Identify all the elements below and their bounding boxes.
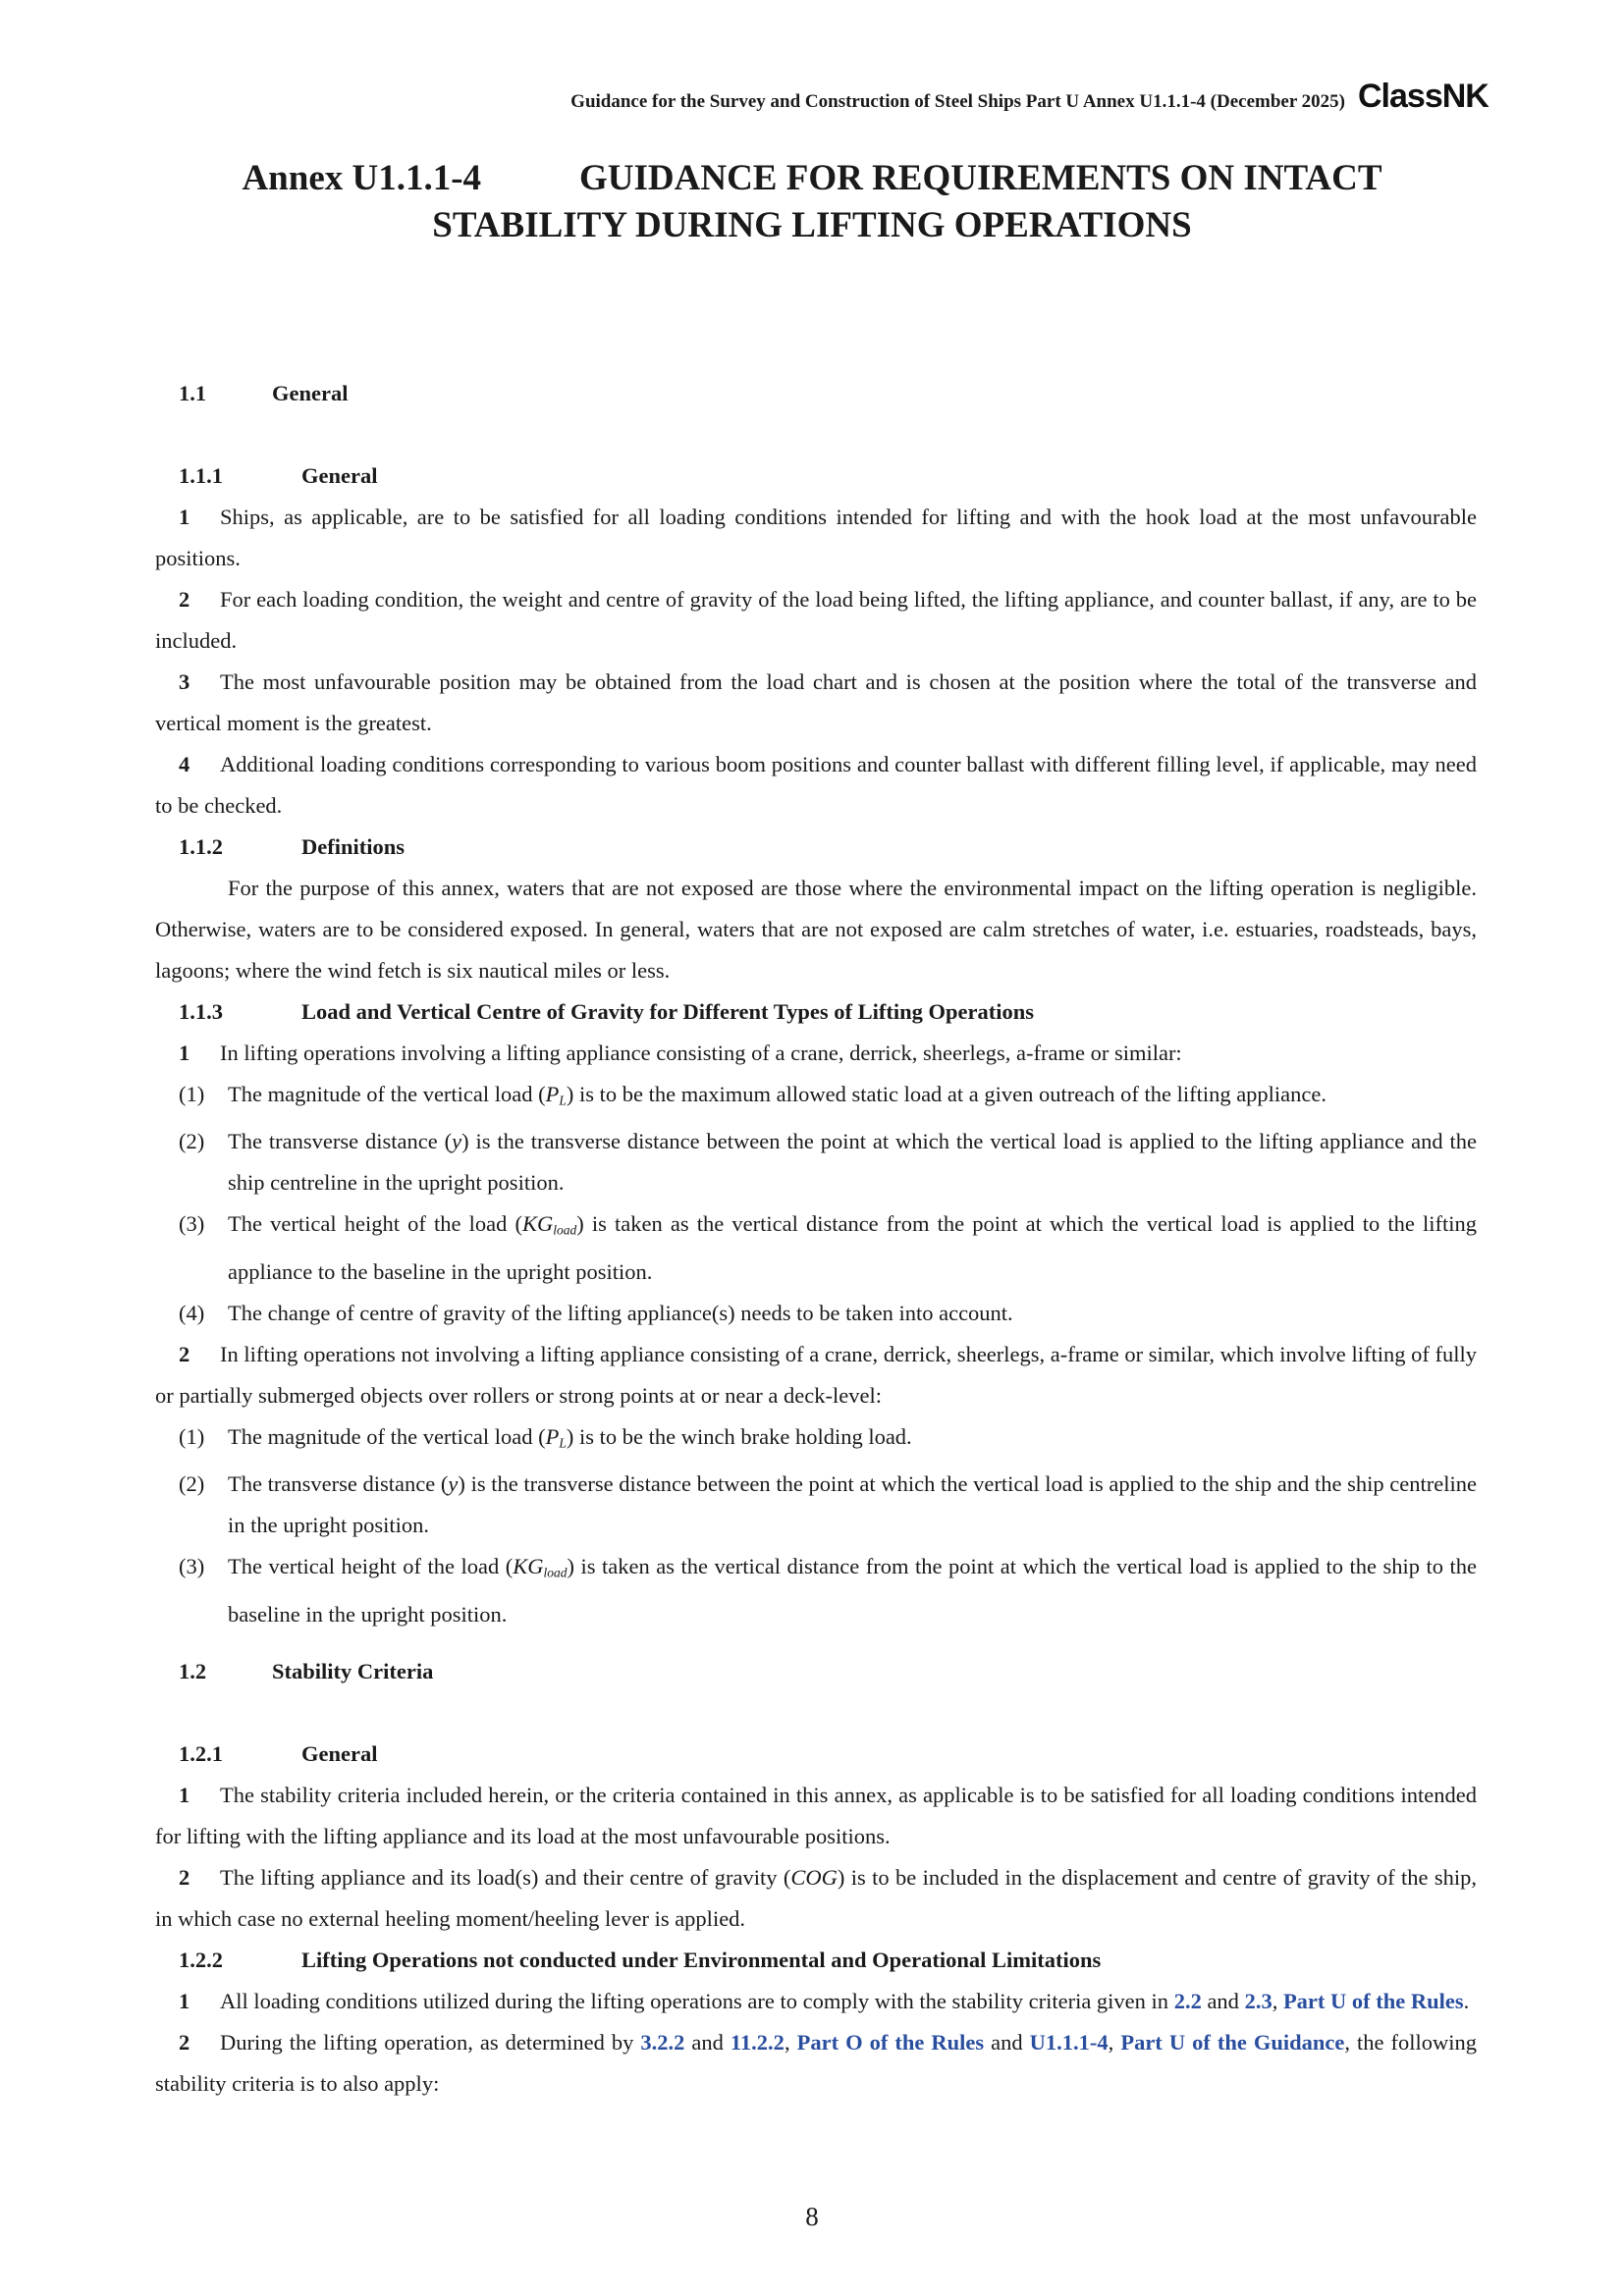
paragraph-with-links: 1 All loading conditions utilized during the lifting operations are to comply with the stability criteria given in 2.2 and 2.3, Part U of the Rules.	[179, 1989, 1470, 2013]
cross-reference-link[interactable]: Part U of the Rules	[1282, 1989, 1464, 2013]
section-heading-1-1-1: 1.1.1 General	[179, 463, 378, 488]
list-item: (1) The magnitude of the vertical load $(P_L)$ is to be the maximum allowed static load at a given outreach of the lifting appliance.	[179, 1082, 1327, 1108]
section-heading-1-1-3: 1.1.3 Load and Vertical Centre of Gravity for Different Types of Lifting Operations	[179, 999, 1034, 1024]
section-1-1-2-body	[155, 868, 1477, 991]
list-item: (2) The transverse distance (y) is the transverse distance between the point at which the vertical load is applied to the ship and the ship centreline in the upright position.	[179, 1471, 1477, 1538]
paragraph: For the purpose of this annex, waters that are not exposed are those where the environmental impact on the lifting operation is negligible. Otherwise, waters are to be considered exposed. In general, waters that are not exposed are calm stretches of water, i.e. estuaries, roadsteads, bays, lagoons; where the wind fetch is six nautical miles or less.	[155, 876, 1477, 983]
list-item: (1) The magnitude of the vertical load $(P_L)$ is to be the winch brake holding load.	[179, 1423, 912, 1451]
paragraph-with-links: 2 During the lifting operation, as determined by 3.2.2 and 11.2.2, Part O of the Rules and U1.1.1-4, Part U of the Guidance, the following stability criteria is to also apply:	[155, 2030, 1478, 2096]
paragraph: 1 Ships, as applicable, are to be satisfied for all loading conditions intended for lifting and with the hook load at the most unfavourable positions.	[155, 505, 1477, 570]
annex-title-line2: STABILITY DURING LIFTING OPERATIONS	[432, 205, 1192, 245]
annex-number: Annex U1.1.1-4	[242, 158, 482, 198]
annex-title-line1: GUIDANCE FOR REQUIREMENTS ON INTACT	[579, 158, 1382, 198]
section-heading-1-1: 1.1 General	[179, 381, 349, 405]
cross-reference-link[interactable]: 2.2	[1173, 1989, 1202, 2013]
paragraph: 1 The stability criteria included herein, or the criteria contained in this annex, as applicable is to be satisfied for all loading conditions intended for lifting with the lifting appliance and its load at the most unfavourable positions.	[155, 1783, 1477, 1848]
list-item: (2) The transverse distance (y) is the transverse distance between the point at which the vertical load is applied to the lifting appliance and the ship centreline in the upright position.	[179, 1129, 1477, 1196]
section-heading-1-1-2: 1.1.2 Definitions	[179, 834, 406, 859]
section-1-2-2-body	[155, 1981, 1477, 2105]
paragraph: 2 For each loading condition, the weight and centre of gravity of the load being lifted, the lifting appliance, and counter ballast, if any, are to be included.	[155, 587, 1477, 653]
paragraph: 3 The most unfavourable position may be obtained from the load chart and is chosen at the position where the total of the transverse and vertical moment is the greatest.	[155, 669, 1477, 735]
paragraph: 4 Additional loading conditions corresponding to various boom positions and counter ballast with different filling level, if applicable, may need to be checked.	[155, 752, 1477, 818]
annex-title	[147, 155, 1477, 249]
section-heading-1-2: 1.2 Stability Criteria	[179, 1659, 434, 1683]
list-item: (4) The change of centre of gravity of the lifting appliance(s) needs to be taken into account.	[179, 1300, 1013, 1325]
cross-reference-link[interactable]: 11.2.2	[730, 2030, 785, 2055]
paragraph: 2 The lifting appliance and its load(s) and their centre of gravity (COG) is to be included in the displacement and centre of gravity of the ship, in which case no external heeling moment/heeling lever is applied.	[155, 1865, 1478, 1931]
list-item: (3) The vertical height of the load $(KG_{load})$ is taken as the vertical distance from the point at which the vertical load is applied to the ship to the baseline in the upright position.	[179, 1554, 1477, 1627]
section-1-2-1-body	[155, 1775, 1477, 1940]
cross-reference-link[interactable]: Part O of the Rules	[796, 2030, 985, 2055]
classnk-logo: ClassNK	[1358, 78, 1489, 115]
cross-reference-link[interactable]: 2.3	[1244, 1989, 1272, 2013]
cross-reference-link[interactable]: 3.2.2	[640, 2030, 685, 2055]
list-item: (3) The vertical height of the load $(KG_{load})$ is taken as the vertical distance from the point at which the vertical load is applied to the lifting appliance to the baseline in the upright position.	[179, 1211, 1478, 1284]
section-heading-1-2-1: 1.2.1 General	[179, 1741, 378, 1766]
section-heading-1-2-2: 1.2.2 Lifting Operations not conducted under Environmental and Operational Limitations	[179, 1948, 1102, 1972]
paragraph: 2 In lifting operations not involving a lifting appliance consisting of a crane, derrick, sheerlegs, a-frame or similar, which involve lifting of fully or partially submerged objects over rollers or strong points at or near a deck-level:	[155, 1341, 1477, 1408]
section-1-1-1-body	[155, 497, 1477, 827]
cross-reference-link[interactable]: U1.1.1-4	[1029, 2030, 1109, 2055]
paragraph: 1 In lifting operations involving a lifting appliance consisting of a crane, derrick, sheerlegs, a-frame or similar:	[179, 1041, 1182, 1065]
running-header: Guidance for the Survey and Construction of Steel Ships Part U Annex U1.1.1-4 (December 2025)	[570, 91, 1345, 112]
section-1-1-3-body	[155, 1033, 1477, 1635]
cross-reference-link[interactable]: Part U of the Guidance	[1120, 2030, 1345, 2055]
page-number: 8	[805, 2202, 819, 2231]
